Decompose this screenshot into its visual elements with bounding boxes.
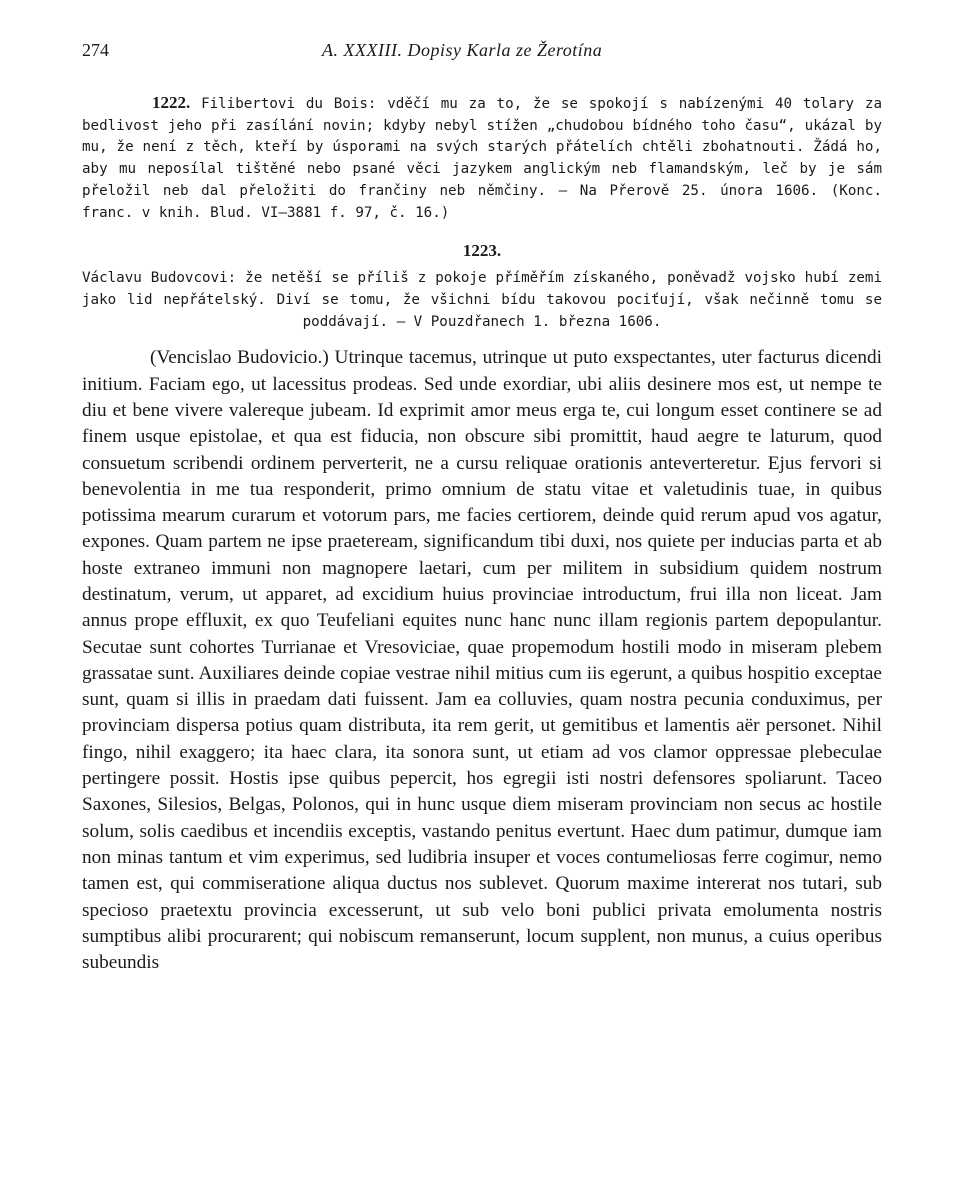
entry-1222-number: 1222. [152,93,191,112]
entry-1223-number: 1223. [462,241,502,261]
entry-1223-regest: Václavu Budovcovi: že netěší se příliš z pokoje příměřím získaného, poněvadž vojsko hubí zemi jako lid nepřátelský. Diví se tomu, že všichni bídu takovou pociťují, však nečinně tomu se poddávají. — V Pouzdřanech 1. března 1606. [82,270,882,330]
entry-1222-regest-text: Filibertovi du Bois: vděčí mu za to, že se spokojí s nabízenými 40 tolary za bedlivost jeho při zasílání novin; kdyby nebyl stížen „chudobou bídného toho času“, ukázal by mu, že není z těch, kteří by úsporami na svých starých přátelích chtěli zbohatnouti. Žádá ho, aby mu neposílal tištěné nebo psané věci jazykem anglickým neb flamandským, leč by je sám přeložil neb dal přeložiti do frančiny neb němčiny. — Na Přerově 25. února 1606. (Konc. franc. v knih. Blud. VI—3881 f. 97, č. 16.) [82,96,882,221]
running-head [82,40,882,72]
entry-1222-regest [82,92,882,224]
book-page [82,40,882,976]
entry-1223-letter-text: (Vencislao Budovicio.) Utrinque tacemus, utrinque ut puto exspectantes, uter facturus dicendi initium. Faciam ego, ut lacessitus prodeas. Sed unde exordiar, ubi aliis desinere mos est, ut nempe te diu et bene vivere valereque jubeam. Id exprimit amor meus erga te, cui longum esset continere se ad finem usque epistolae, et qua est fiducia, non obscure sibi promittit, haud aegre te laturum, quod consuetum scribendi ordinem perverterit, ne a cursu reliquae orationis anteverteretur. Ejus fervori si benevolentia in me tua responderit, primo omnium de statu vitae et valetudinis tuae, in quibus potissima mearum curarum et votorum pars, me facies certiorem, deinde quid rerum apud vos agatur, expones. Quam partem ne ipse praeteream, significandum tibi duxi, nos quiete per inducias parta et ab hoste extraneo immuni non magnopere laetari, cum per militem in subsidium quidem nostrum destinatum, verum, ut apparet, ad excidium huius provinciae introductum, frui illa non liceat. Jam annus prope effluxit, ex quo Teufeliani equites nunc hanc nunc illam regionis partem depopulantur. Secutae sunt cohortes Turrianae et Vresoviciae, quae propemodum hostili modo in miseram plebem grassatae sunt. Auxiliares deinde copiae vestrae nihil mitius cum iis egerunt, a quibus hospitio exceptae sunt, quam si illis in praedam dati fuissent. Jam ea colluvies, quam nostra pecunia conduximus, per provinciam dispersa potius quam distributa, ita rem gerit, ut gemitibus et lamentis aër personet. Nihil fingo, nihil exaggero; ita haec clara, ita sonora sunt, ut etiam ad vos clamor oppressae plebeculae pertingere possit. Hostis ipse quibus pepercit, hos egregii isti nostri defensores spoliarunt. Taceo Saxones, Silesios, Belgas, Polonos, qui in hunc usque diem miseram provinciam non secus ac hostile solum, solis caedibus et incendiis exceptis, vastando penitus evertunt. Haec dum patimur, dumque iam non minas tantum et vim experimus, sed ludibria insuper et voces contumeliosas ferre cogimur, nemo tamen est, qui commiseratione aliqua ductus nos sublevet. Quorum maxime intererat nos tutari, sub specioso praetextu provincia excesserunt, ut sub velo boni publici privata emolumenta nostris sumptibus alibi procurarent; qui nobiscum remanserunt, locum supplent, non munus, a cuius operibus subeundis [82,347,882,974]
running-title: A. XXXIII. Dopisy Karla ze Žerotína [322,40,603,60]
page-number: 274 [82,40,109,60]
